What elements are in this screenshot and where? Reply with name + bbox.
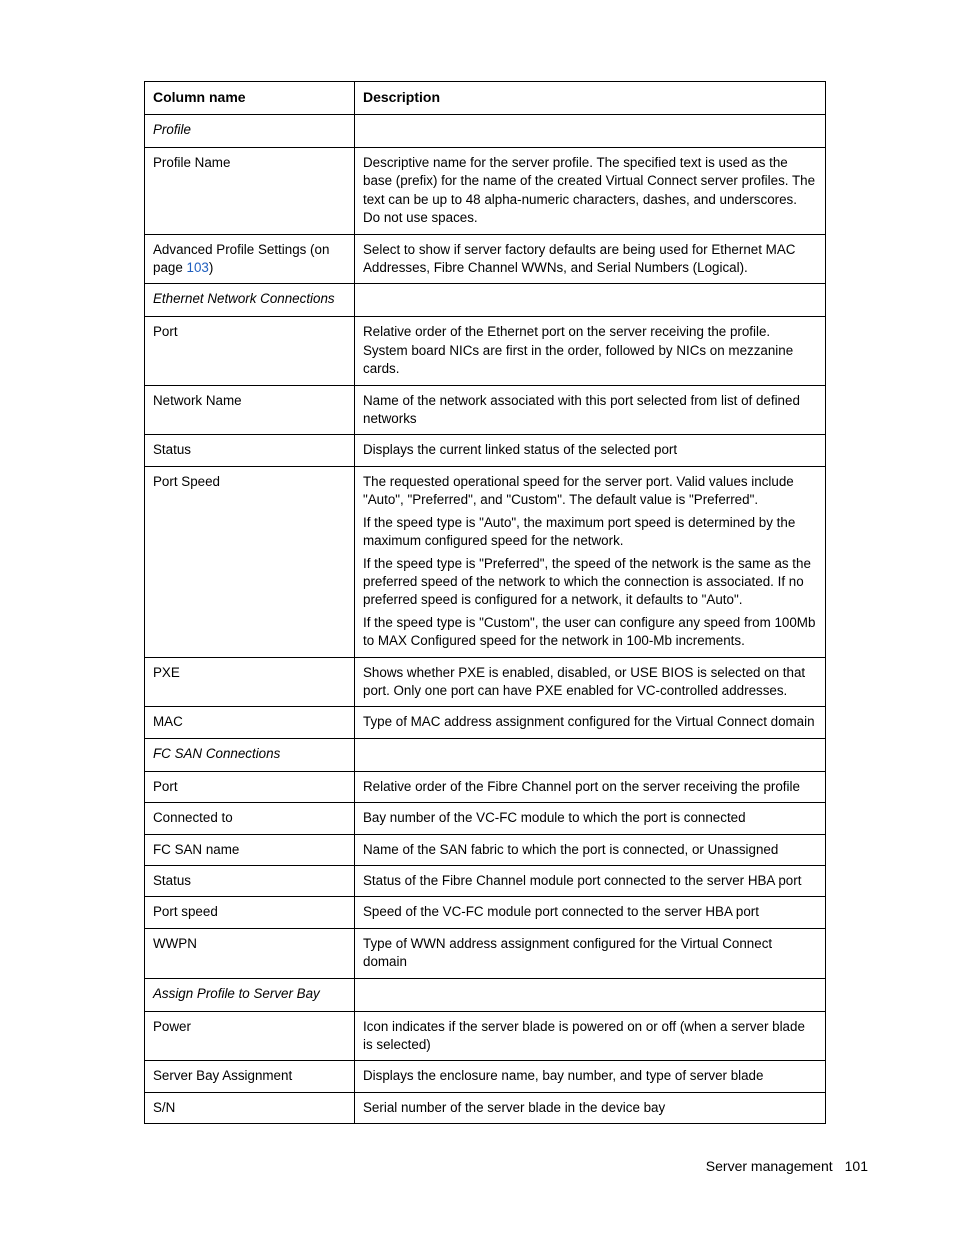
row-description	[355, 466, 826, 657]
empty-cell	[355, 284, 826, 317]
row-name: MAC	[145, 707, 355, 738]
table-row	[145, 707, 826, 738]
row-description: Relative order of the Fibre Channel port on the server receiving the profile	[355, 771, 826, 802]
empty-cell	[355, 978, 826, 1011]
row-name: Network Name	[145, 385, 355, 435]
row-description: Type of MAC address assignment configured for the Virtual Connect domain	[355, 707, 826, 738]
page-reference-link[interactable]: 103	[186, 260, 209, 276]
row-name: S/N	[145, 1092, 355, 1123]
table-row	[145, 1061, 826, 1092]
section-row-ethernet	[145, 284, 826, 317]
section-row-assign	[145, 978, 826, 1011]
row-description: Relative order of the Ethernet port on the server receiving the profile. System board NICs are first in the order, followed by NICs on mezzanine cards.	[355, 317, 826, 385]
empty-cell	[355, 738, 826, 771]
table-row	[145, 385, 826, 435]
row-name: Port	[145, 771, 355, 802]
page-footer	[706, 1158, 868, 1174]
table-row	[145, 1092, 826, 1123]
row-description: Type of WWN address assignment configured for the Virtual Connect domain	[355, 928, 826, 978]
section-label: Ethernet Network Connections	[145, 284, 355, 317]
row-name: WWPN	[145, 928, 355, 978]
row-name	[145, 234, 355, 284]
row-name: Port Speed	[145, 466, 355, 657]
row-description: Speed of the VC-FC module port connected to the server HBA port	[355, 897, 826, 928]
table-row	[145, 834, 826, 865]
table-header-row	[145, 82, 826, 115]
section-row-fc-san	[145, 738, 826, 771]
table-row	[145, 1011, 826, 1061]
row-description: Displays the enclosure name, bay number, and type of server blade	[355, 1061, 826, 1092]
table-row	[145, 897, 826, 928]
row-name: Power	[145, 1011, 355, 1061]
empty-cell	[355, 115, 826, 148]
row-description: Name of the SAN fabric to which the port is connected, or Unassigned	[355, 834, 826, 865]
row-name-suffix: )	[208, 260, 214, 276]
row-name: Port	[145, 317, 355, 385]
row-description: Icon indicates if the server blade is powered on or off (when a server blade is selected)	[355, 1011, 826, 1061]
table-row	[145, 148, 826, 235]
row-description: Descriptive name for the server profile. The specified text is used as the base (prefix) for the name of the created Virtual Connect server profiles. The text can be up to 48 alpha-numeric characters, dashes, and underscores. Do not use spaces.	[355, 148, 826, 235]
row-name: Connected to	[145, 803, 355, 834]
row-description: Status of the Fibre Channel module port connected to the server HBA port	[355, 865, 826, 896]
section-row-profile	[145, 115, 826, 148]
row-name: Port speed	[145, 897, 355, 928]
row-description: Serial number of the server blade in the device bay	[355, 1092, 826, 1123]
row-name: PXE	[145, 657, 355, 707]
page-number: 101	[844, 1158, 868, 1174]
table-row	[145, 657, 826, 707]
table-row	[145, 234, 826, 284]
description-paragraph: If the speed type is "Auto", the maximum port speed is determined by the maximum configured speed for the network.	[363, 514, 796, 549]
description-paragraph: If the speed type is "Preferred", the speed of the network is the same as the preferred speed of the network to which the connection is associated. If no preferred speed is configured for a network, it defaults to "Auto".	[363, 555, 811, 608]
section-label: Profile	[145, 115, 355, 148]
row-name: Status	[145, 865, 355, 896]
row-name: Profile Name	[145, 148, 355, 235]
row-name: FC SAN name	[145, 834, 355, 865]
row-description: Select to show if server factory defaults are being used for Ethernet MAC Addresses, Fibre Channel WWNs, and Serial Numbers (Logical).	[355, 234, 826, 284]
footer-section-title: Server management	[705, 1158, 833, 1174]
row-name: Server Bay Assignment	[145, 1061, 355, 1092]
table-row	[145, 771, 826, 802]
table-row	[145, 435, 826, 466]
row-name: Status	[145, 435, 355, 466]
row-name-prefix: Advanced Profile Settings (on page	[153, 241, 330, 276]
header-column-name: Column name	[145, 82, 355, 115]
row-description: Bay number of the VC-FC module to which the port is connected	[355, 803, 826, 834]
description-paragraph: The requested operational speed for the server port. Valid values include "Auto", "Preferred", and "Custom". The default value is "Preferred".	[363, 473, 794, 508]
row-description: Shows whether PXE is enabled, disabled, or USE BIOS is selected on that port. Only one port can have PXE enabled for VC-controlled addresses.	[355, 657, 826, 707]
table-row	[145, 803, 826, 834]
table-row	[145, 466, 826, 657]
table-row	[145, 317, 826, 385]
section-label: FC SAN Connections	[145, 738, 355, 771]
header-description: Description	[355, 82, 826, 115]
table-row	[145, 865, 826, 896]
column-description-table	[144, 81, 826, 1124]
row-description: Name of the network associated with this port selected from list of defined networks	[355, 385, 826, 435]
table-row	[145, 928, 826, 978]
section-label: Assign Profile to Server Bay	[145, 978, 355, 1011]
description-paragraph: If the speed type is "Custom", the user can configure any speed from 100Mb to MAX Configured speed for the network in 100-Mb increments.	[363, 614, 816, 649]
row-description: Displays the current linked status of the selected port	[355, 435, 826, 466]
